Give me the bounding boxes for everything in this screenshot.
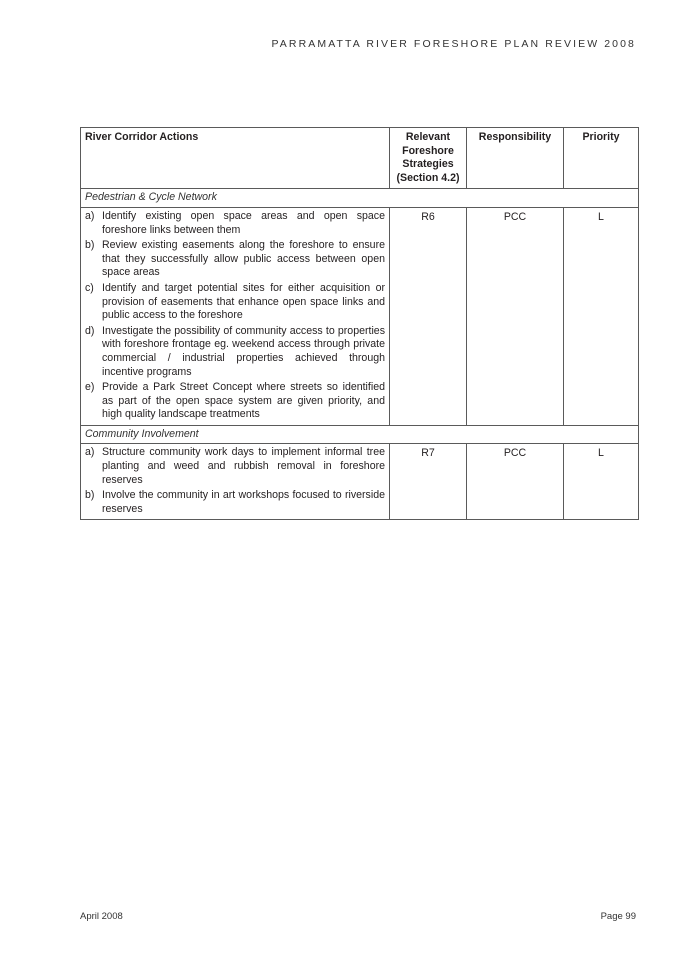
river-corridor-actions-table	[80, 127, 639, 520]
action-list	[85, 446, 385, 516]
item-label: a)	[85, 446, 95, 459]
list-item	[85, 239, 385, 280]
item-text: Provide a Park Street Concept where streets so identified as part of the open space system are given priority, and high quality landscape treatments	[102, 381, 385, 421]
item-label: a)	[85, 209, 95, 222]
item-text: Identify existing open space areas and open space foreshore links between them	[102, 209, 385, 236]
item-label: d)	[85, 324, 95, 337]
list-item	[85, 446, 385, 487]
priority-cell: L	[564, 207, 639, 425]
list-item	[85, 489, 385, 516]
section-title: Community Involvement	[81, 425, 639, 444]
table-row	[81, 207, 639, 425]
strategy-cell: R6	[390, 207, 467, 425]
column-header-responsibility: Responsibility	[467, 128, 564, 189]
actions-cell	[81, 444, 390, 520]
footer-date: April 2008	[80, 911, 123, 922]
column-header-strategies: Relevant Foreshore Strategies (Section 4.2)	[390, 128, 467, 189]
list-item	[85, 210, 385, 237]
item-text: Review existing easements along the foreshore to ensure that they successfully allow public access between open space areas	[102, 239, 385, 279]
column-header-actions: River Corridor Actions	[81, 128, 390, 189]
responsibility-cell: PCC	[467, 444, 564, 520]
table-header-row	[81, 128, 639, 189]
item-label: b)	[85, 239, 95, 252]
item-label: b)	[85, 489, 95, 502]
footer-page-number: Page 99	[600, 911, 636, 922]
column-header-priority: Priority	[564, 128, 639, 189]
item-label: e)	[85, 381, 95, 394]
strategy-cell: R7	[390, 444, 467, 520]
section-row-pedestrian-cycle	[81, 189, 639, 208]
list-item	[85, 381, 385, 422]
table-row	[81, 444, 639, 520]
item-label: c)	[85, 281, 94, 294]
running-header: PARRAMATTA RIVER FORESHORE PLAN REVIEW 2008	[271, 38, 636, 50]
section-title: Pedestrian & Cycle Network	[81, 189, 639, 208]
list-item	[85, 325, 385, 379]
action-list	[85, 210, 385, 422]
list-item	[85, 282, 385, 323]
actions-cell	[81, 207, 390, 425]
section-row-community-involvement	[81, 425, 639, 444]
priority-cell: L	[564, 444, 639, 520]
item-text: Structure community work days to implement informal tree planting and weed and rubbish removal in foreshore reserves	[102, 446, 385, 486]
item-text: Investigate the possibility of community access to properties with foreshore frontage eg. weekend access through private commercial / industrial properties achieved through incentive programs	[102, 324, 385, 378]
responsibility-cell: PCC	[467, 207, 564, 425]
item-text: Identify and target potential sites for either acquisition or provision of easements that enhance open space links and public access to the foreshore	[102, 281, 385, 322]
item-text: Involve the community in art workshops focused to riverside reserves	[102, 489, 385, 515]
